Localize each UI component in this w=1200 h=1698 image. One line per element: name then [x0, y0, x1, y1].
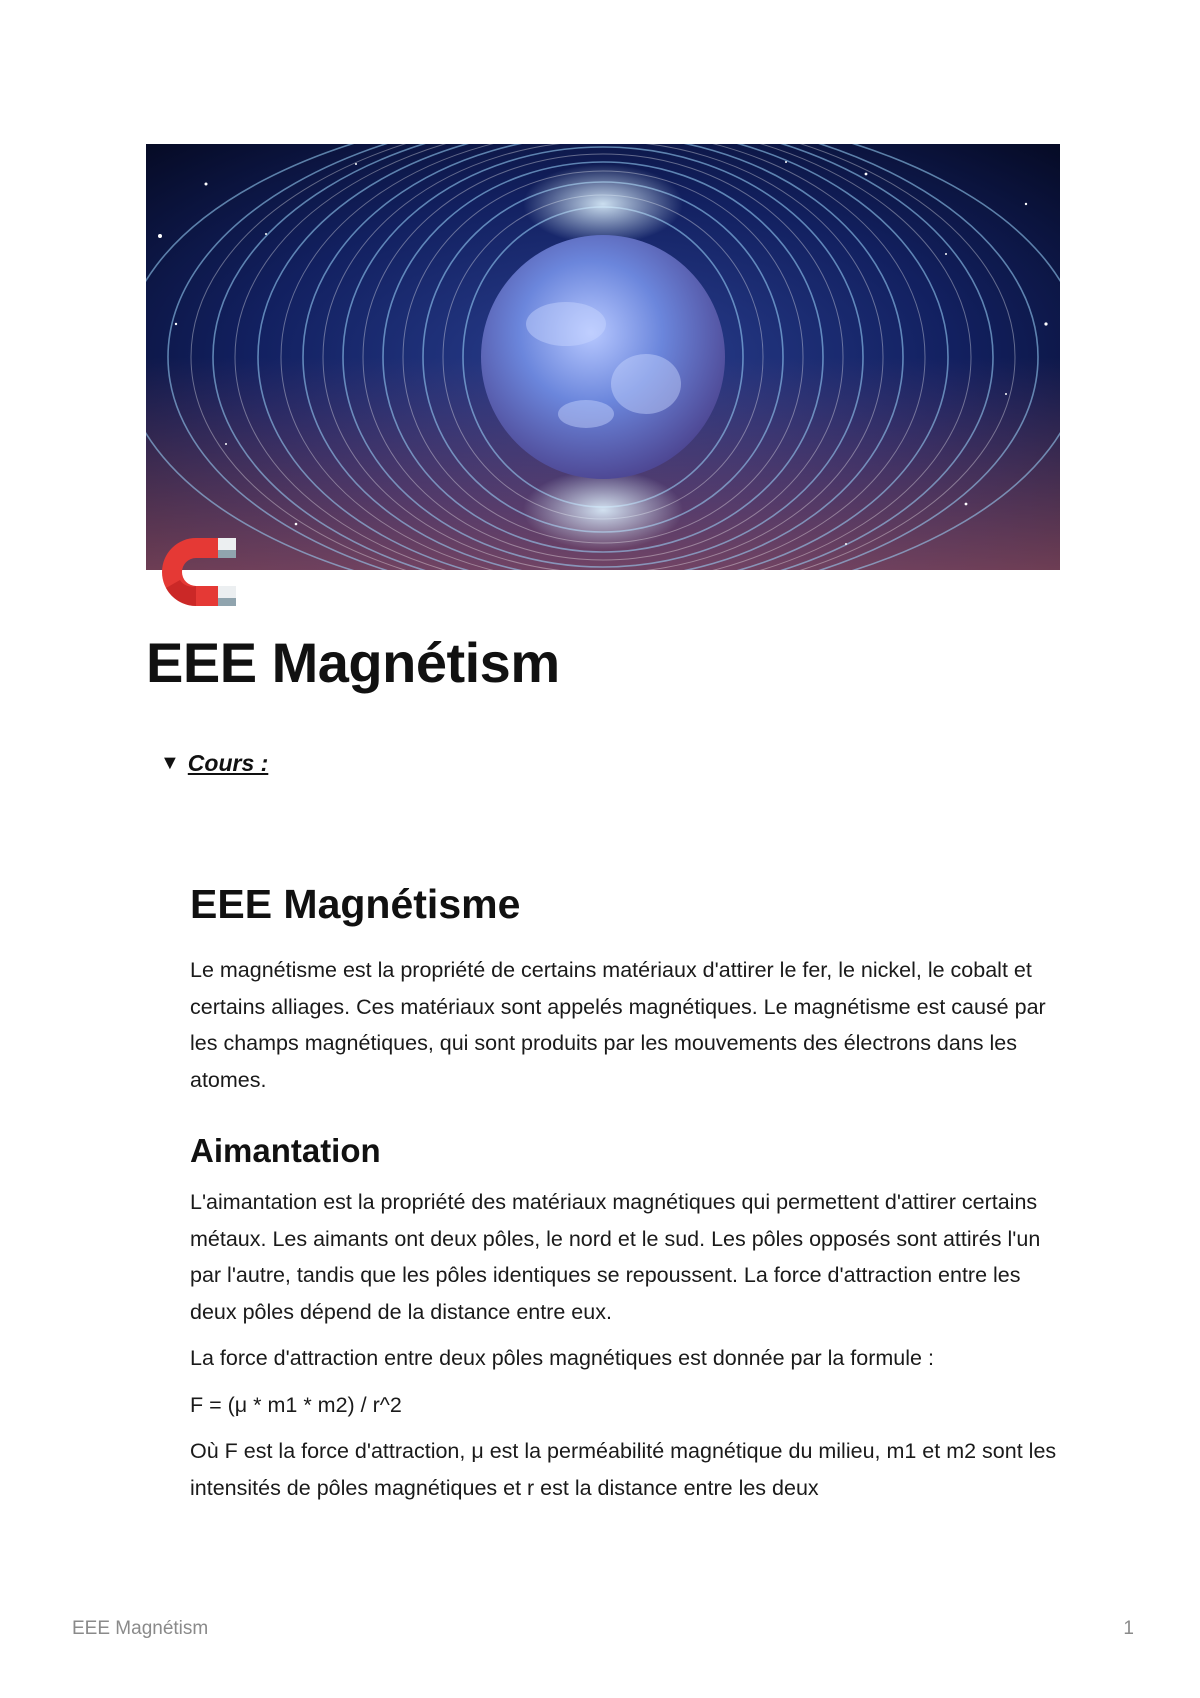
toggle-label[interactable]: Cours : [187, 750, 269, 776]
magnet-icon [154, 530, 240, 614]
paragraph-formula-intro: La force d'attraction entre deux pôles magnétiques est donnée par la formule : [190, 1346, 934, 1370]
formula: F = (μ * m1 * m2) / r^2 [190, 1392, 402, 1417]
paragraph-formula-explanation: Où F est la force d'attraction, μ est la perméabilité magnétique du milieu, m1 et m2 sont les intensités de pôles magnétiques et r est la distance entre les deux [190, 1439, 1057, 1500]
cover-image [146, 144, 1060, 570]
page-title: EEE Magnétism [146, 631, 560, 694]
section-heading-aimantation: Aimantation [190, 1132, 381, 1169]
section-heading-magnetisme: EEE Magnétisme [190, 881, 521, 927]
page-number: 1 [1123, 1618, 1134, 1639]
triangle-down-icon[interactable]: ▼ [160, 752, 180, 774]
cours-toggle[interactable] [160, 750, 268, 777]
earth-magnetic-field-illustration [146, 144, 1060, 570]
footer-title: EEE Magnétism [72, 1618, 209, 1639]
toggle-content [190, 876, 1070, 1516]
paragraph-magnetisme: Le magnétisme est la propriété de certains matériaux d'attirer le fer, le nickel, le cobalt et certains alliages. Ces matériaux sont appelés magnétiques. Le magnétisme est causé par les champs magnétiques, qui sont produits par les mouvements des électrons dans les atomes. [190, 958, 1046, 1092]
earth-globe [481, 235, 725, 479]
paragraph-aimantation: L'aimantation est la propriété des matériaux magnétiques qui permettent d'attirer certains métaux. Les aimants ont deux pôles, le nord et le sud. Les pôles opposés sont attirés l'un par l'autre, tandis que les pôles identiques se repoussent. La force d'attraction entre les deux pôles dépend de la distance entre eux. [190, 1190, 1041, 1324]
